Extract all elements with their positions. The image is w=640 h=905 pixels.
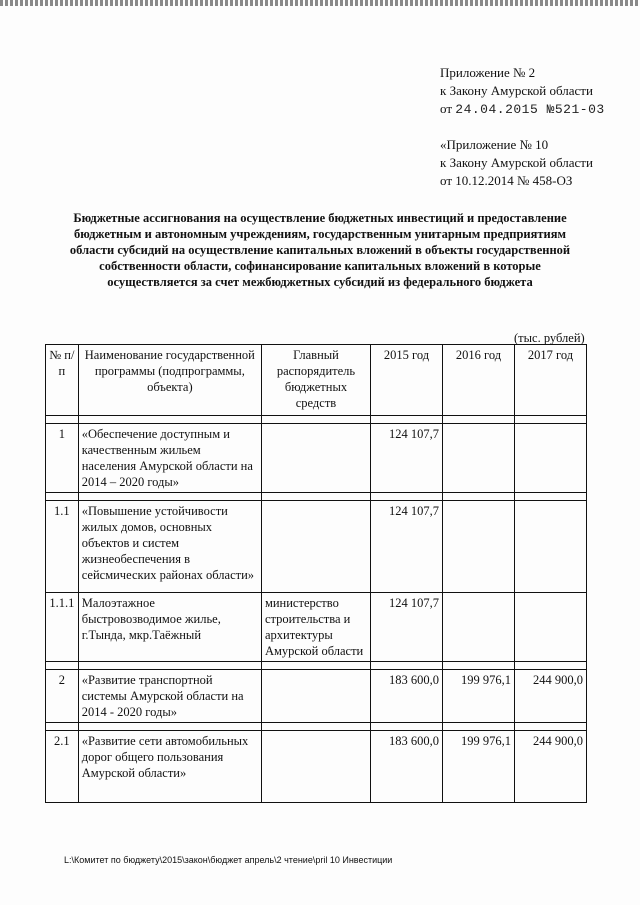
prior-appendix-line-2: к Закону Амурской области (440, 155, 593, 170)
cell-no: 2 (46, 670, 79, 723)
cell-no: 2.1 (46, 731, 79, 803)
cell-2017: 244 900,0 (514, 731, 586, 803)
cell-rasp: министерство строительства и архитектуры Амурской области (261, 593, 370, 662)
prior-appendix-line-3: от 10.12.2014 № 458-ОЗ (440, 173, 573, 188)
table-row (46, 424, 587, 493)
table-row (46, 731, 587, 803)
cell-2015: 183 600,0 (371, 670, 443, 723)
cell-2016 (443, 424, 515, 493)
cell-name: «Развитие сети автомобильных дорог общего пользования Амурской области» (78, 731, 261, 803)
cell-name: Малоэтажное быстровозводимое жилье, г.Тында, мкр.Таёжный (78, 593, 261, 662)
prior-appendix-header (440, 136, 593, 190)
cell-2015: 124 107,7 (371, 424, 443, 493)
cell-no: 1.1 (46, 501, 79, 593)
cell-2015: 124 107,7 (371, 593, 443, 662)
cell-name: «Развитие транспортной системы Амурской области на 2014 - 2020 годы» (78, 670, 261, 723)
document-title: Бюджетные ассигнования на осуществление бюджетных инвестиций и предоставление бюджетным и автономным учреждениям, государственным унитарным предприятиям области субсидий на осуществление капитальных вложений в объекты государственной собственности области, софинансирование капитальных вложений в которые осуществляется за счет межбюджетных субсидий из федерального бюджета (69, 211, 571, 289)
appendix-date-stamp: 24.04.2015 №521-03 (455, 102, 605, 117)
cell-name: «Повышение устойчивости жилых домов, основных объектов и систем жизнеобеспечения в сейсмических районах области» (78, 501, 261, 593)
header-2015: 2015 год (371, 345, 443, 416)
table-gap (46, 723, 587, 731)
appendix-line-2: к Закону Амурской области (440, 83, 593, 98)
cell-2016 (443, 501, 515, 593)
cell-2016: 199 976,1 (443, 670, 515, 723)
appendix-header (440, 64, 605, 119)
prior-appendix-line-1: «Приложение № 10 (440, 137, 549, 152)
table-header-row (46, 345, 587, 416)
appendix-line-3 (440, 100, 605, 119)
cell-2017 (514, 501, 586, 593)
cell-rasp (261, 501, 370, 593)
table-gap (46, 662, 587, 670)
cell-2015: 124 107,7 (371, 501, 443, 593)
file-path-footer: L:\Комитет по бюджету\2015\закон\бюджет апрель\2 чтение\pril 10 Инвестиции (64, 855, 393, 865)
header-name: Наименование государственной программы (подпрограммы, объекта) (78, 345, 261, 416)
cell-2017 (514, 593, 586, 662)
cell-rasp (261, 731, 370, 803)
appendix-line-1: Приложение № 2 (440, 65, 536, 80)
cell-2015: 183 600,0 (371, 731, 443, 803)
appendix-date-prefix: от (440, 101, 453, 116)
table-row (46, 593, 587, 662)
cell-2016: 199 976,1 (443, 731, 515, 803)
header-2017: 2017 год (514, 345, 586, 416)
scan-edge (0, 0, 640, 6)
table-gap (46, 493, 587, 501)
table-gap (46, 416, 587, 424)
cell-rasp (261, 670, 370, 723)
cell-2017: 244 900,0 (514, 670, 586, 723)
table-row (46, 501, 587, 593)
cell-rasp (261, 424, 370, 493)
cell-2016 (443, 593, 515, 662)
cell-no: 1.1.1 (46, 593, 79, 662)
cell-no: 1 (46, 424, 79, 493)
header-2016: 2016 год (443, 345, 515, 416)
cell-2017 (514, 424, 586, 493)
budget-table (45, 344, 587, 803)
table-row (46, 670, 587, 723)
header-rasp: Главный распорядитель бюджетных средств (261, 345, 370, 416)
cell-name: «Обеспечение доступным и качественным жильем населения Амурской области на 2014 – 2020 годы» (78, 424, 261, 493)
units-label: (тыс. рублей) (514, 331, 585, 345)
header-no: № п/п (46, 345, 79, 416)
